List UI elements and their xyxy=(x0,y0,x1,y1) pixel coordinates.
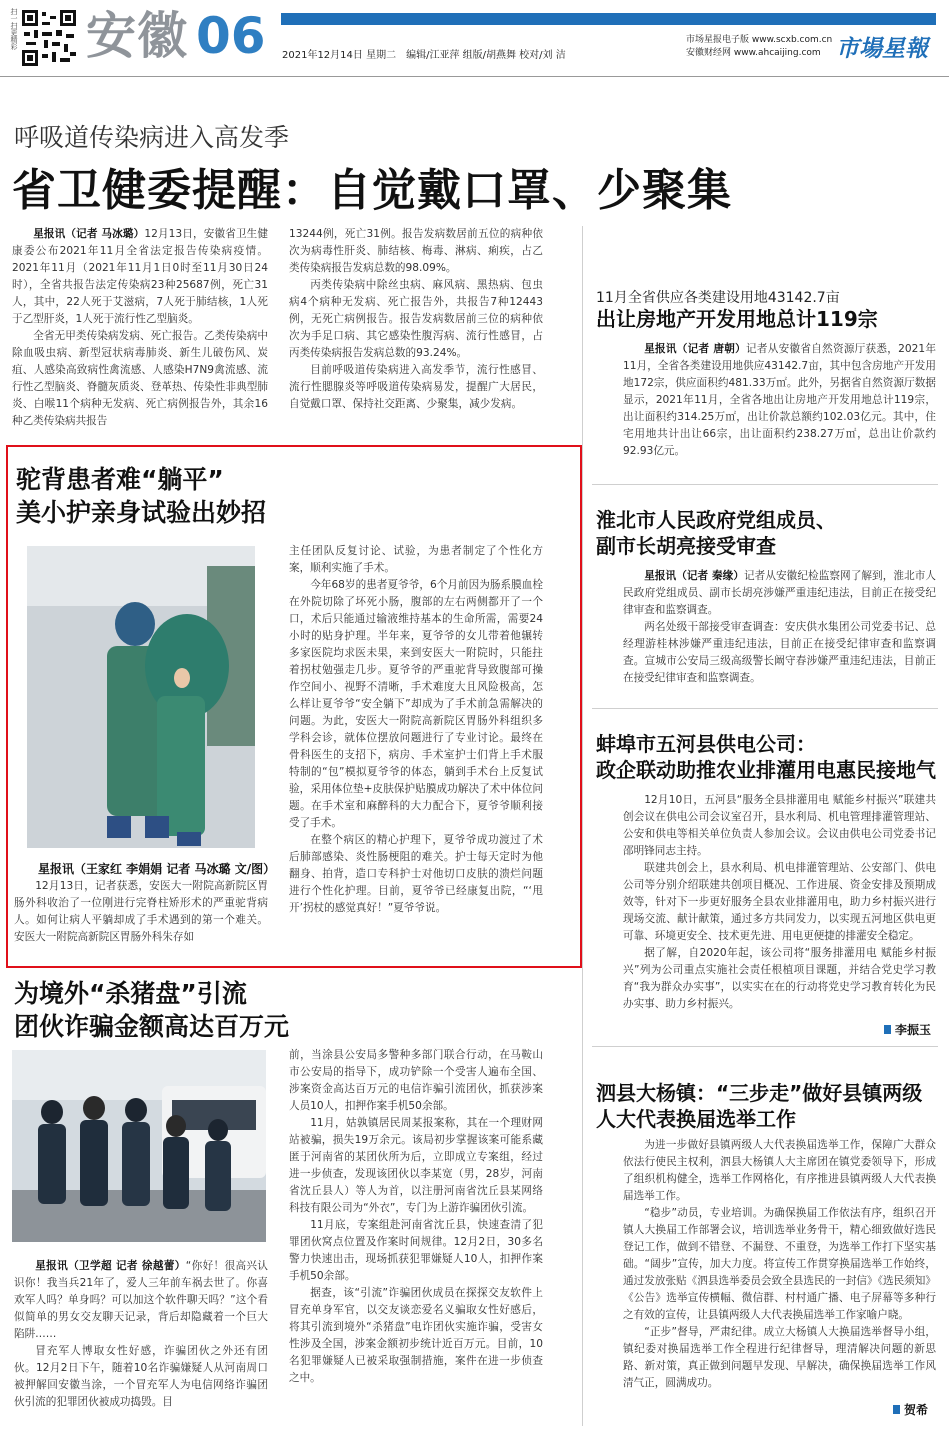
bullet-icon xyxy=(893,1405,900,1414)
scam-column-2 xyxy=(289,1047,543,1387)
box-column-2 xyxy=(289,543,543,917)
wuhe-body xyxy=(623,792,936,1013)
huaibei-body xyxy=(623,568,936,687)
sixian-headline-1: 泗县大杨镇：“三步走”做好县镇两级 xyxy=(596,1081,923,1105)
sixian-headline-2: 人大代表换届选举工作 xyxy=(596,1107,796,1131)
wuhe-headline-2: 政企联动助推农业排灌用电惠民接地气 xyxy=(596,758,936,782)
lead-byline: 星报讯（记者 马冰璐） xyxy=(33,228,145,240)
sixian-author-name: 贺希 xyxy=(904,1403,929,1417)
nurses-photo xyxy=(27,546,255,848)
sixian-paragraph: “稳步”动员，专业培训。为确保换届工作依法有序，组织召开镇人大换届工作部署会议，培训选举业务骨干，精心细致做好选民登记工作，做到不错登、不漏登、不重登，为选举工作打下坚实基础。“阔步”宣传，加大力度。将宣传工作贯穿换届选举工作始终，通过发放张贴《泗县选举委员会致全县选民的一封信》《选民须知》《公告》选举宣传横幅、微信群、村村通广播、电子屏幕等多种行之有效的宣传，让县镇两级人大代表换届选举工作家喻户晓。 xyxy=(623,1207,936,1321)
scam-byline: 星报讯（卫学超 记者 徐越蕾） xyxy=(35,1260,186,1272)
lead-kicker: 呼吸道传染病进入高发季 xyxy=(14,123,290,152)
scam-column-1 xyxy=(14,1258,268,1411)
scam-paragraph: 前，当涂县公安局多警种多部门联合行动，在马鞍山市公安局的指导下，成功铲除一个受害人遍布全国、涉案资金高达百万元的电信诈骗引流团伙，抓获涉案人员10人，扣押作案手机50余部。 xyxy=(289,1049,543,1112)
bullet-icon xyxy=(884,1025,891,1034)
newspaper-logo: 市場星報 xyxy=(836,35,928,62)
scam-headline-1: 为境外“杀猪盘”引流 xyxy=(14,979,247,1008)
masthead-rule xyxy=(0,76,949,77)
column-divider xyxy=(582,226,583,1426)
huaibei-headline-1: 淮北市人民政府党组成员、 xyxy=(596,508,836,532)
wuhe-paragraph: 据了解，自2020年起，该公司将“服务排灌用电 赋能乡村振兴”列为公司重点实施社会责任根植项目课题，并结合党史学习教育“我为群众办实事”，以实实在在的行动将党史学习教育转化为民办实事、助力乡村振兴。 xyxy=(623,947,936,1010)
qr-caption: 扫一扫更精彩 xyxy=(10,8,18,50)
huaibei-paragraph: 记者从安徽纪检监察网了解到，淮北市人民政府党组成员、副市长胡亮涉嫌严重违纪违法，目前正在接受纪律审查和监察调查。 xyxy=(623,570,937,616)
site-url-1: 市场星报电子版 www.scxb.com.cn xyxy=(686,35,833,45)
scam-paragraph: 据查，该“引流”诈骗团伙成员在探探交友软件上冒充单身军官，以交友谈恋爱名义骗取女性好感后，将其引流到境外“杀猪盘”电诈团伙实施诈骗，受害女性涉及全国，涉案金额初步统计近百万元。目前，10名犯罪嫌疑人已被采取强制措施，案件在进一步侦查之中。 xyxy=(289,1287,543,1384)
land-body xyxy=(623,341,936,460)
site-info xyxy=(686,34,832,60)
box-paragraph: 在整个病区的精心护理下，夏爷爷成功渡过了术后肺部感染、炎性肠梗阻的难关。护士每天定时为他翻身、拍背，造口专科护士对他切口皮肤的溃烂问题进行个性化护理。目前，夏爷爷已经康复出院，“‘甩开’拐杖的感觉真好！”夏爷爷说。 xyxy=(289,834,543,914)
wuhe-author xyxy=(884,1021,931,1038)
article-divider xyxy=(592,484,938,485)
scam-paragraph: 11月，姑孰镇居民周某报案称，其在一个理财网站被骗，损失19万余元。该局初步掌握该案可能系藏匿于河南省的某团伙所为后，立即成立专案组，经过进一步侦查，发现该团伙以李某宽（男，28岁，河南省沈丘县人）等人为首，以注册河南省沈丘县某网络科技有限公司为“外衣”，专门为上游诈骗团伙引流。 xyxy=(289,1117,543,1214)
box-column-1 xyxy=(14,878,268,946)
header-bar xyxy=(281,13,936,25)
box-paragraph: 今年68岁的患者夏爷爷，6个月前因为肠系膜血栓在外院切除了坏死小肠，腹部的左右两侧都开了一个口，术后只能通过输液维持基本的生命所需，需要24小时的贴身护理。半年来，夏爷爷的女儿带着他辗转多家医院均求医未果，来到安医大一附院时，只能拄着拐杖勉强走几步。夏爷爷的严重驼背导致腹部可操作空间小、视野不清晰，手术难度大且风险极高，怎么样让夏爷爷“安全躺下”却成为了手术前急需解决的问题。为此，安医大一附院高新院区胃肠外科组织多学科会诊，就体位摆放问题进行了专业讨论。最终在骨科医生的支招下，病房、手术室护士们背上手术服特制的“包”模拟夏爷爷的体态，躺到手术台上反复试验，采用体位垫+皮肤保护贴膜成功解决了术中体位问题。在手术室和麻醉科的大力配合下，夏爷爷顺利接受了手术。 xyxy=(289,579,543,829)
scam-paragraph: 11月底，专案组赴河南省沈丘县，快速查清了犯罪团伙窝点位置及作案时间规律。12月2日，30多名警力快速出击，现场抓获犯罪嫌疑人10人，扣押作案手机50余部。 xyxy=(289,1219,543,1282)
lead-column-1 xyxy=(12,226,268,430)
page-number: 06 xyxy=(196,7,266,65)
land-paragraph: 记者从安徽省自然资源厅获悉，2021年11月，全省各类建设用地供应43142.7亩，其中包含房地产开发用地172宗，供应面积约481.33万㎡。此外，另据省自然资源厅数据显示，2021年11月，全省各地出让房地产开发用地总计119宗，出让面积约314.25万㎡，出让价款总额约102.03亿元。其中，住宅用地共计出让66宗，出让面积约238.27万㎡，总出让价款约92.93亿元。 xyxy=(623,343,936,457)
box-photo-caption: 星报讯（王家红 李娟娟 记者 马冰璐 文/图） xyxy=(38,862,276,876)
date-line: 2021年12月14日 星期二 编辑/江亚萍 组版/胡燕舞 校对/刘 洁 xyxy=(282,50,566,61)
box-headline-2: 美小护亲身试验出妙招 xyxy=(16,498,267,527)
scam-paragraph: “你好！很高兴认识你！我当兵21年了，爱人三年前车祸去世了。你喜欢军人吗？单身吗？可以加这个软件聊天吗？”这个看似简单的男女交友聊天记录，背后却隐藏着一个巨大陷阱…… xyxy=(14,1260,268,1340)
lead-headline: 省卫健委提醒：自觉戴口罩、少聚集 xyxy=(12,165,732,216)
lead-paragraph: 13244例，死亡31例。报告发病数居前五位的病种依次为病毒性肝炎、肺结核、梅毒、淋病、痢疾，占乙类传染病报告发病总数的98.09%。 xyxy=(289,228,543,274)
article-divider xyxy=(592,1046,938,1047)
lead-paragraph: 全省无甲类传染病发病、死亡报告。乙类传染病中除血吸虫病、新型冠状病毒肺炎、新生儿破伤风、炭疽、人感染高致病性禽流感、人感染H7N9禽流感、流行性乙型脑炎、脊髓灰质炎、登革热、传染性非典型肺炎、白喉11个病种无发病、死亡病例报告外，其余16种乙类传染病共报告 xyxy=(12,330,268,427)
huaibei-paragraph: 两名处级干部接受审查调查：安庆供水集团公司党委书记、总经理游桂林涉嫌严重违纪违法，目前正在接受纪律审查和监察调查。宣城市公安局三级高级警长阚守春涉嫌严重违纪违法，目前正在接受纪律审查和监察调查。 xyxy=(623,621,936,684)
box-paragraph: 12月13日，记者获悉，安医大一附院高新院区胃肠外科收治了一位刚进行完脊柱矫形术的严重驼背病人。如何让病人平躺却成了手术遇到的第一个难关。安医大一附院高新院区胃肠外科朱存如 xyxy=(14,880,268,943)
wuhe-paragraph: 联建共创会上，县水利局、机电排灌管理站、公安部门、供电公司等分别介绍联建共创项目概况、工作进展、资金安排及预期成效等，针对下一步更好服务全县农业排灌用电，助力乡村振兴进行现场交流、献计献策，通过多方共同发力，以实现五河地区供电更可靠、环境更安全、技术更先进、用电更便捷的排灌安全稳定。 xyxy=(623,862,936,942)
sixian-paragraph: 为进一步做好县镇两级人大代表换届选举工作，保障广大群众依法行使民主权利，泗县大杨镇人大主席团在镇党委领导下，形成了组织机构健全，选举工作网格化，有序推进县镇两级人大代表换届选举工作。 xyxy=(623,1139,936,1202)
scam-paragraph: 冒充军人博取女性好感，诈骗团伙之外还有团伙。12月2日下午，随着10名诈骗嫌疑人从河南周口被押解回安徽当涂，一个冒充军人为电信网络诈骗团伙引流的犯罪团伙被成功捣毁。目 xyxy=(14,1345,268,1408)
wuhe-paragraph: 12月10日，五河县“服务全县排灌用电 赋能乡村振兴”联建共创会议在供电公司会议室召开，县水利局、机电管理排灌管理站、公安和供电等相关单位负责人参加会议。会议由供电公司党委书记邵明锋同志主持。 xyxy=(623,794,936,857)
lead-paragraph: 目前呼吸道传染病进入高发季节，流行性感冒、流行性腮腺炎等呼吸道传染病易发，提醒广大居民，自觉戴口罩、保持社交距离、少聚集，减少发病。 xyxy=(289,364,543,410)
sixian-paragraph: “正步”督导，严肃纪律。成立大杨镇人大换届选举督导小组，镇纪委对换届选举工作全程进行纪律督导，理清解决问题的新思路、新对策，真正做到问题早发现、早解决，确保换届选举工作风清气正，圆满成功。 xyxy=(623,1326,936,1389)
wuhe-headline-1: 蚌埠市五河县供电公司： xyxy=(596,732,816,756)
wuhe-author-name: 李振玉 xyxy=(895,1023,932,1037)
land-kicker: 11月全省供应各类建设用地43142.7亩 xyxy=(596,290,840,306)
land-byline: 星报讯（记者 唐朝） xyxy=(644,343,746,355)
lead-column-2 xyxy=(289,226,543,413)
box-headline-1: 驼背患者难“躺平” xyxy=(16,465,224,494)
article-divider xyxy=(592,708,938,709)
lead-paragraph: 丙类传染病中除丝虫病、麻风病、黑热病、包虫病4个病种无发病、死亡报告外，共报告7种12443例，无死亡病例报告。报告发病数居前三位的病种依次为手足口病、其它感染性腹泻病、流行性感冒，占丙类传染病报告发病总数的93.24%。 xyxy=(289,279,543,359)
huaibei-headline-2: 副市长胡亮接受审查 xyxy=(596,534,776,558)
box-paragraph: 主任团队反复讨论、试验，为患者制定了个性化方案，顺利实施了手术。 xyxy=(289,545,543,574)
sixian-author xyxy=(893,1401,928,1418)
site-url-2: 安徽财经网 www.ahcaijing.com xyxy=(686,48,821,58)
huaibei-byline: 星报讯（记者 秦缘） xyxy=(644,570,744,582)
scam-headline-2: 团伙诈骗金额高达百万元 xyxy=(14,1012,290,1041)
police-photo xyxy=(12,1050,266,1242)
lead-paragraph: 12月13日，安徽省卫生健康委公布2021年11月全省法定报告传染病疫情。2021年11月（2021年11月1日0时至11月30日24时），全省共报告法定传染病23种25687例，死亡31人，其中，22人死于艾滋病，7人死于肺结核，1人死于乙型肝炎，1人死于流行性乙型脑炎。 xyxy=(12,228,269,325)
sixian-body xyxy=(623,1137,936,1392)
land-headline: 出让房地产开发用地总计119宗 xyxy=(596,307,878,331)
section-name: 安徽 xyxy=(86,7,188,65)
